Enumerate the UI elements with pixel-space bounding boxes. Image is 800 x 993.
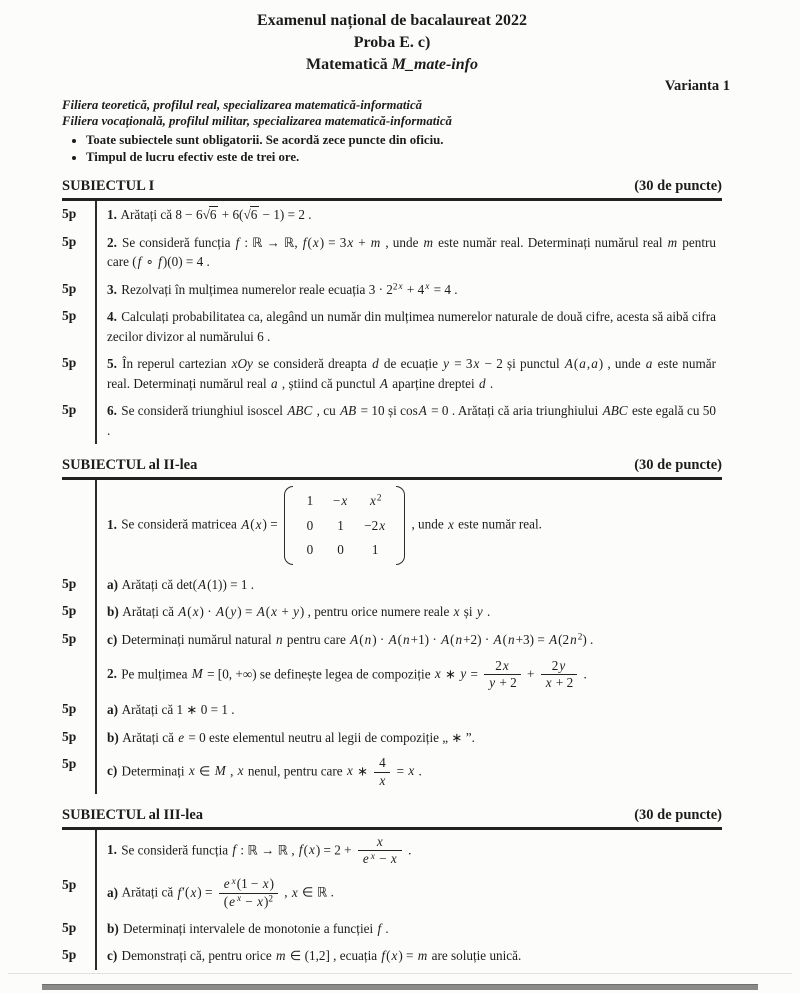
item-points: 5p — [62, 575, 77, 591]
item-points: 5p — [62, 603, 77, 619]
matrix — [284, 486, 405, 565]
exam-subject — [62, 54, 722, 76]
item-points: 5p — [62, 701, 77, 717]
exam-item — [62, 397, 722, 444]
item-text: b) Arătați că e = 0 este elementul neutru al legii de compoziție „ ∗ ”. — [95, 724, 722, 752]
section-points: (30 de puncte) — [634, 806, 722, 823]
section-body — [62, 830, 722, 970]
exam-subject-label: Matematică — [306, 56, 392, 73]
exam-item — [62, 696, 722, 724]
filiera-line-2: Filiera vocațională, profilul militar, specializarea matematică-informatică — [62, 113, 452, 128]
section-title: SUBIECTUL al II-lea — [62, 457, 198, 474]
matrix-cell: 1 — [306, 493, 314, 509]
exam-item — [62, 276, 722, 304]
item-points: 5p — [62, 947, 77, 963]
item-text: b) Arătați că A(x) · A(y) = A(x + y) , pentru orice numere reale x și y . — [95, 598, 722, 626]
item-text: 1. Se consideră matricea A(x) = 1 −x $x^2$ 0 1 −2x 0 0 1 , unde x este număr real. — [95, 480, 722, 571]
exam-item — [62, 942, 722, 970]
exam-item — [62, 598, 722, 626]
section-header — [62, 807, 722, 830]
item-text: 6. Se consideră triunghiul isoscel ABC , cu AB = 10 și cosA = 0 . Arătați că aria triunghiului ABC este egală cu 50 . — [95, 397, 722, 444]
matrix-cell: 1 — [371, 542, 379, 558]
item-points: 5p — [62, 280, 77, 296]
item-text: c) Determinați x ∈ M , x nenul, pentru care x ∗ $\frac{4}{x}$ = x . — [95, 751, 722, 794]
item-text: a) Arătați că 1 ∗ 0 = 1 . — [95, 696, 722, 724]
exam-item — [62, 229, 722, 276]
item-text: a) Arătați că f′(x) = $\frac{e ^x(1 - x)}{(e ^x - x)^2}$ , x ∈ ℝ . — [95, 872, 722, 915]
section-title: SUBIECTUL al III-lea — [62, 806, 204, 823]
item-points — [62, 654, 95, 697]
matrix-cell: 0 — [337, 542, 344, 558]
matrix-cell: −x — [332, 493, 348, 509]
item-text: 4. Calculați probabilitatea ca, alegând un număr din mulțimea numerelor naturale de două cifre, acesta să aibă cifra zecilor divizor al numărului 6 . — [95, 303, 722, 350]
matrix-cell: 0 — [306, 517, 314, 533]
item-points: 5p — [62, 206, 77, 221]
section-2 — [62, 457, 722, 793]
exam-sections — [62, 178, 722, 970]
page-bottom-bar — [42, 984, 758, 990]
item-text: 2. Pe mulțimea M = [0, +∞) se definește legea de compoziție x ∗ y = $\frac{2x}{y + 2}$ + $\frac{2y}{x + 2}$ . — [95, 654, 722, 697]
item-points: 5p — [62, 728, 77, 744]
exam-item — [62, 751, 722, 794]
item-points: 5p — [62, 756, 77, 772]
exam-item — [62, 872, 722, 915]
item-points: 5p — [62, 877, 77, 893]
exam-item — [62, 480, 722, 571]
filiera-line-1: Filiera teoretică, profilul real, specializarea matematică-informatică — [62, 98, 423, 112]
variant-label: Varianta 1 — [664, 78, 730, 94]
matrix-right-paren — [396, 486, 405, 565]
item-points: 5p — [62, 630, 77, 646]
section-header — [62, 457, 722, 480]
item-points — [62, 830, 95, 873]
exam-item — [62, 915, 722, 943]
exam-item — [62, 654, 722, 697]
section-3 — [62, 807, 722, 970]
rule-item-2: • Timpul de lucru efectiv este de trei ore. — [86, 149, 722, 166]
item-points: 5p — [62, 233, 77, 249]
section-1 — [62, 178, 722, 444]
item-text: 1. Arătați că 8 − 6√6 + 6(√6 − 1) = 2 . — [95, 201, 722, 229]
matrix-cell: $x^2$ — [369, 492, 382, 509]
exam-item — [62, 626, 722, 654]
matrix-cell: 0 — [306, 542, 314, 558]
item-text: 3. Rezolvați în mulțimea numerelor reale ecuația $3 \cdot 2^{2x} + 4^x = 4$ . — [95, 276, 722, 304]
item-points — [62, 480, 95, 571]
exam-item — [62, 724, 722, 752]
section-points: (30 de puncte) — [634, 457, 722, 474]
item-text: 5. În reperul cartezian xOy se consideră dreapta d de ecuație y = 3x − 2 și punctul A(a,a) , unde a este număr real. Determinați numărul real a , știind că punctul A aparține dreptei d . — [95, 350, 722, 397]
exam-proba: Proba E. c) — [353, 34, 431, 51]
item-points: 5p — [62, 402, 77, 418]
exam-title: Examenul național de bacalaureat 2022 — [257, 12, 527, 29]
item-points: 5p — [62, 919, 77, 935]
exam-item — [62, 830, 722, 873]
section-points: (30 de puncte) — [634, 178, 722, 194]
item-text: b) Determinați intervalele de monotonie a funcției f . — [95, 915, 722, 943]
exam-item — [62, 571, 722, 599]
item-points: 5p — [62, 308, 77, 324]
rule-item-1: • Toate subiectele sunt obligatorii. Se acordă zece puncte din oficiu. — [86, 132, 722, 149]
item-text: a) Arătați că det(A(1)) = 1 . — [95, 571, 722, 599]
matrix-cell: −2x — [364, 517, 386, 533]
item-text: 1. Se consideră funcția f : ℝ → ℝ , f(x) = 2 + $\frac{x}{e ^x - x}$ . — [95, 830, 722, 873]
item-text: 2. Se consideră funcția f : ℝ → ℝ, f(x) = 3x + m , unde m este număr real. Determinați numărul real m pentru care (f ∘ f)(0) = 4 . — [95, 229, 722, 276]
exam-rules — [62, 132, 722, 165]
exam-item — [62, 201, 722, 229]
item-text: c) Demonstrați că, pentru orice m ∈ (1,2] , ecuația f(x) = m are soluție unică. — [95, 942, 722, 970]
matrix-cell: 1 — [337, 517, 344, 533]
matrix-left-paren — [284, 486, 293, 565]
exam-item — [62, 303, 722, 350]
exam-header — [62, 10, 730, 165]
section-header — [62, 178, 722, 201]
section-body — [62, 201, 722, 444]
section-body — [62, 480, 722, 793]
scan-edge-line — [8, 973, 792, 974]
exam-item — [62, 350, 722, 397]
exam-subject-code: M_mate-info — [391, 56, 478, 73]
item-points: 5p — [62, 355, 77, 371]
section-title: SUBIECTUL I — [62, 178, 155, 194]
item-text: c) Determinați numărul natural n pentru care $A(n) \cdot A(n+1) \cdot A(n+2) \cdot A(n+3) = A(2n^2)$ . — [95, 626, 722, 654]
